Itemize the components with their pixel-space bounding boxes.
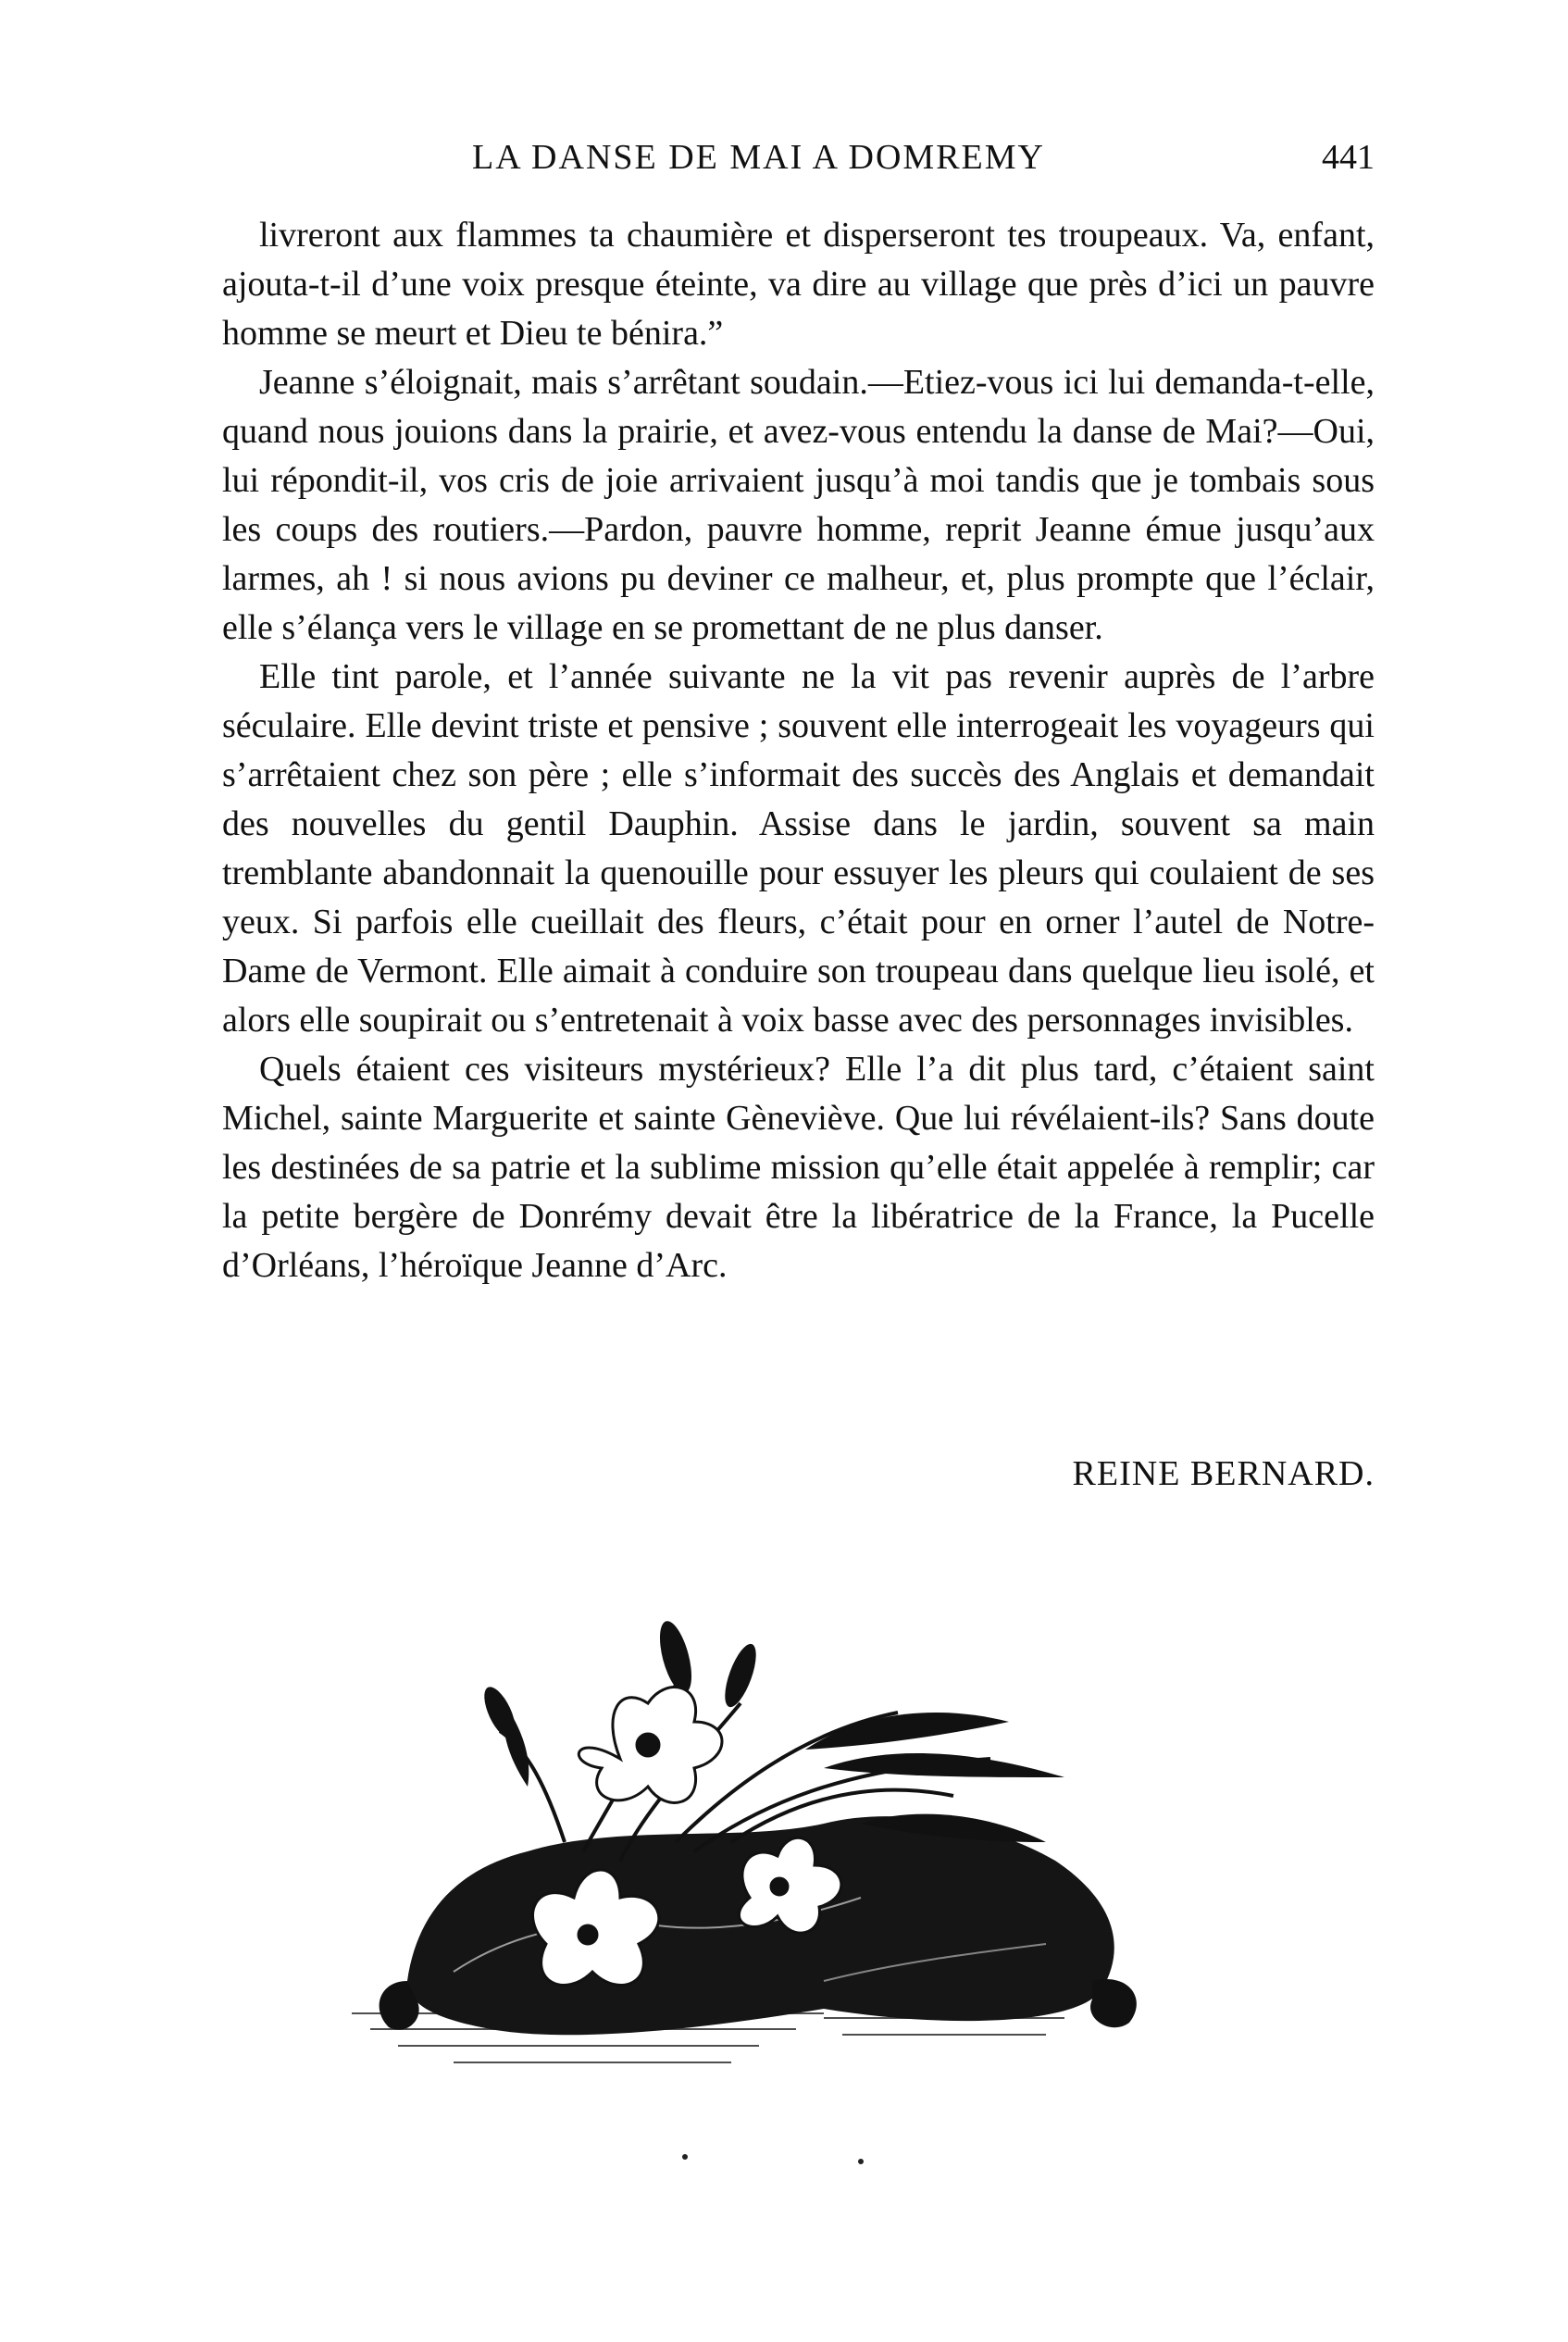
page-number: 441 — [1322, 138, 1375, 177]
running-title: LA DANSE DE MAI A DOMREMY — [472, 138, 1045, 177]
article-body — [222, 211, 1375, 1290]
page-header — [222, 137, 1375, 183]
flower-bouquet-on-cushion-engraving-icon — [342, 1546, 1194, 2212]
paragraph-2: Jeanne s’éloignait, mais s’arrêtant soudain.—Etiez-vous ici lui demanda-t-elle, quand nous jouions dans la prairie, et avez-vous entendu la danse de Mai?—Oui, lui répondit-il, vos cris de joie arrivaient jusqu’à moi tandis que je tombais sous les coups des routiers.—Pardon, pauvre homme, reprit Jeanne émue jusqu’aux larmes, ah ! si nous avions pu deviner ce malheur, et, plus prompte que l’éclair, elle s’élança vers le village en se promettant de ne plus danser. — [222, 363, 1375, 647]
paragraph-4: Quels étaient ces visiteurs mystérieux? Elle l’a dit plus tard, c’étaient saint Michel, sainte Marguerite et sainte Gèneviève. Que lui révélaient-ils? Sans doute les destinées de sa patrie et la sublime mission qu’elle était appelée à remplir; car la petite bergère de Donrémy devait être la libératrice de la France, la Pucelle d’Orléans, l’héroïque Jeanne d’Arc. — [222, 1050, 1375, 1285]
author-signature: REINE BERNARD. — [1072, 1454, 1375, 1493]
paragraph-3: Elle tint parole, et l’année suivante ne la vit pas revenir auprès de l’arbre séculaire. Elle devint triste et pensive ; souvent elle interrogeait les voyageurs qui s’arrêtaient chez son père ; elle s’informait des succès des Anglais et demandait des nouvelles du gentil Dauphin. Assise dans le jardin, souvent sa main tremblante abandonnait la quenouille pour essuyer les pleurs qui coulaient de ses yeux. Si parfois elle cueillait des fleurs, c’était pour en orner l’autel de Notre-Dame de Vermont. Elle aimait à conduire son troupeau dans quelque lieu isolé, et alors elle soupirait ou s’entretenait à voix basse avec des personnages invisibles. — [222, 657, 1375, 1040]
paragraph-1: livreront aux flammes ta chaumière et disperseront tes troupeaux. Va, enfant, ajouta-t-il d’une voix presque éteinte, va dire au village que près d’ici un pauvre homme se meurt et Dieu te bénira.” — [222, 216, 1375, 353]
